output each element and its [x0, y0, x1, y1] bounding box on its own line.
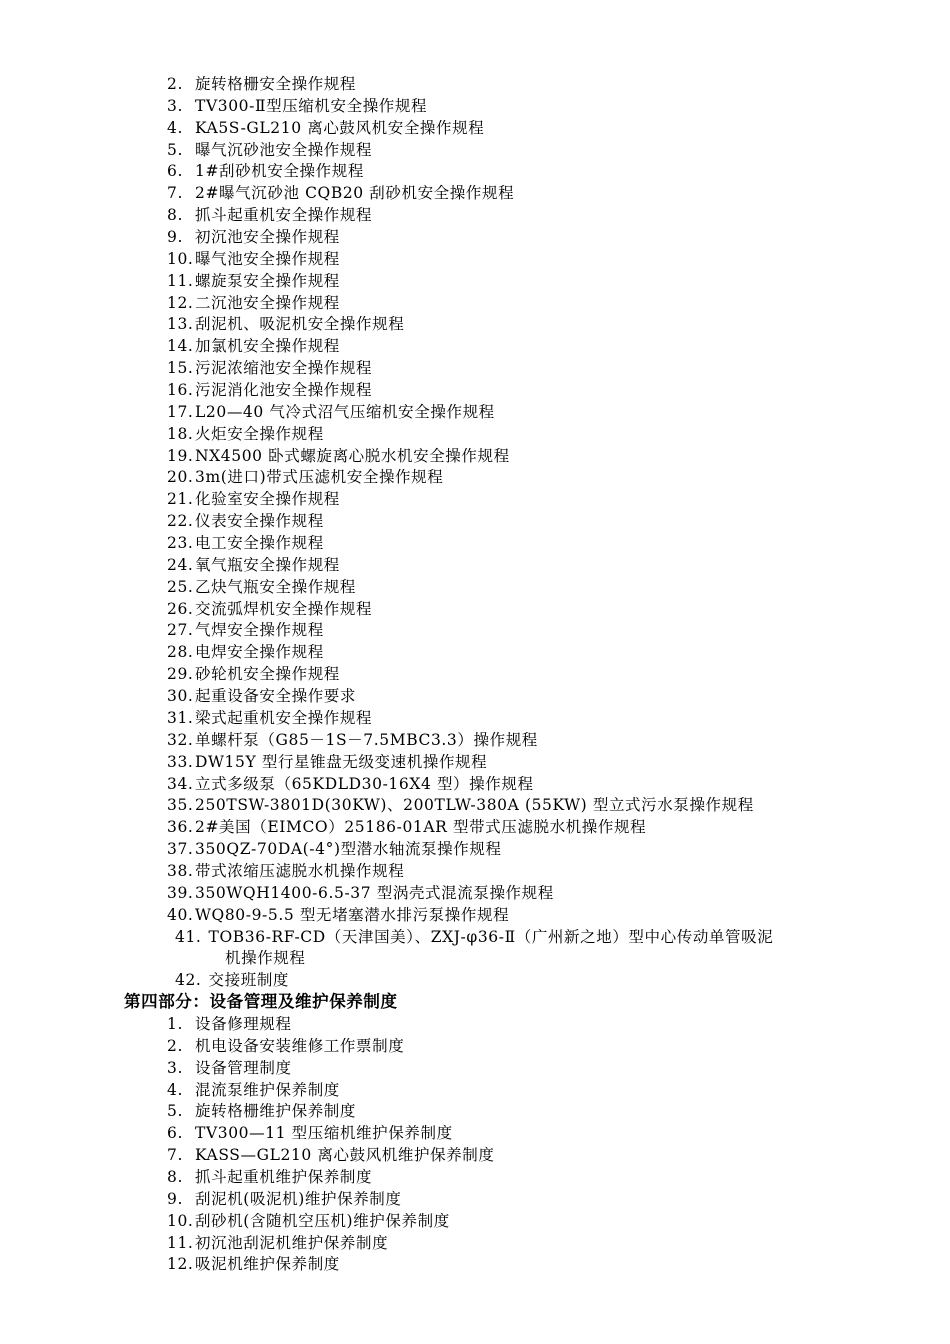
list-item — [167, 336, 887, 358]
list-item-text: WQ80-9-5.5 型无堵塞潜水排污泵操作规程 — [195, 905, 510, 924]
list-item-number: 5. — [167, 1102, 183, 1121]
list-item-text: 2#曝气沉砂池 CQB20 刮砂机安全操作规程 — [195, 184, 515, 203]
list-item-number: 10. — [167, 249, 194, 268]
list-item-number: 10. — [167, 1211, 194, 1230]
procedure-list — [167, 74, 887, 992]
list-item-number: 24. — [167, 555, 194, 574]
list-item — [167, 183, 887, 205]
list-item — [167, 205, 887, 227]
list-item-text: 电焊安全操作规程 — [195, 643, 324, 662]
list-item-number: 7. — [167, 184, 183, 203]
list-item-number: 15. — [167, 359, 194, 378]
list-item — [167, 1145, 495, 1167]
list-item-number: 16. — [167, 381, 194, 400]
list-item-text-continued: 机操作规程 — [225, 949, 306, 968]
list-item-number: 4. — [167, 118, 183, 137]
list-item-number: 34. — [167, 774, 194, 793]
list-item — [167, 620, 887, 642]
list-item-number: 36. — [167, 818, 194, 837]
list-item — [167, 839, 887, 861]
list-item-number: 26. — [167, 599, 194, 618]
list-item-number: 35. — [167, 796, 194, 815]
list-item — [167, 358, 887, 380]
list-item — [167, 686, 887, 708]
list-item-number: 39. — [167, 883, 194, 902]
list-item-number: 40. — [167, 905, 194, 924]
list-item-text: 刮砂机(含随机空压机)维护保养制度 — [195, 1211, 450, 1230]
list-item-number: 30. — [167, 687, 194, 706]
list-item — [167, 730, 887, 752]
list-item-text: 设备修理规程 — [195, 1015, 292, 1033]
list-item-text: 初沉池安全操作规程 — [195, 228, 340, 247]
list-item-text: 刮泥机(吸泥机)维护保养制度 — [195, 1189, 402, 1208]
list-item-number: 9. — [167, 228, 183, 247]
list-item-text: 初沉池刮泥机维护保养制度 — [195, 1233, 389, 1252]
list-item — [167, 708, 887, 730]
list-item — [167, 533, 887, 555]
list-item-text: TV300-Ⅱ型压缩机安全操作规程 — [195, 96, 428, 115]
list-item-text: 仪表安全操作规程 — [195, 512, 324, 531]
list-item-text: L20—40 气冷式沼气压缩机安全操作规程 — [195, 402, 495, 421]
list-item-text: NX4500 卧式螺旋离心脱水机安全操作规程 — [195, 446, 510, 465]
list-item-text: 刮泥机、吸泥机安全操作规程 — [195, 315, 405, 334]
list-item-number: 17. — [167, 402, 194, 421]
list-item — [167, 927, 887, 971]
list-item-text: 氧气瓶安全操作规程 — [195, 555, 340, 574]
list-item — [167, 249, 887, 271]
list-item-number: 23. — [167, 534, 194, 553]
list-item — [167, 1211, 495, 1233]
list-item-number: 8. — [167, 1168, 183, 1187]
list-item — [167, 970, 887, 992]
list-item-number: 14. — [167, 337, 194, 356]
list-item-text: 交接班制度 — [208, 971, 290, 990]
list-item-text: 350WQH1400-6.5-37 型涡壳式混流泵操作规程 — [195, 883, 554, 902]
list-item — [167, 314, 887, 336]
list-item — [167, 140, 887, 162]
list-item-text: 曝气池安全操作规程 — [195, 249, 340, 268]
list-item-number: 11. — [167, 1233, 194, 1252]
list-item-text: KASS—GL210 离心鼓风机维护保养制度 — [195, 1146, 495, 1165]
list-item-text: 2#美国（EIMCO）25186-01AR 型带式压滤脱水机操作规程 — [195, 818, 647, 837]
list-item — [167, 467, 887, 489]
list-item-number: 21. — [167, 490, 194, 509]
list-item-number: 6. — [167, 1124, 183, 1143]
list-item-text: 化验室安全操作规程 — [195, 490, 340, 509]
list-item-text: 砂轮机安全操作规程 — [195, 665, 340, 684]
list-item-number: 22. — [167, 512, 194, 531]
list-item-text: 3m(进口)带式压滤机安全操作规程 — [195, 468, 444, 487]
list-item-text: 旋转格栅维护保养制度 — [195, 1102, 357, 1121]
list-item-text: 加氯机安全操作规程 — [195, 337, 340, 356]
list-item-text: 设备管理制度 — [195, 1058, 292, 1077]
list-item-text: 气焊安全操作规程 — [195, 621, 324, 640]
list-item-number: 32. — [167, 730, 194, 749]
list-item-number: 8. — [167, 206, 183, 225]
list-item-text: 混流泵维护保养制度 — [195, 1080, 340, 1099]
list-item-number: 7. — [167, 1146, 183, 1165]
list-item-number: 3. — [167, 96, 183, 115]
list-item — [167, 380, 887, 402]
list-item — [167, 577, 887, 599]
list-item-number: 12. — [167, 293, 194, 312]
section-heading: 第四部分：设备管理及维护保养制度 — [124, 992, 398, 1011]
list-item-text: 350QZ-70DA(-4°)型潜水轴流泵操作规程 — [195, 840, 502, 859]
list-item-number: 2. — [167, 75, 183, 93]
list-item — [167, 883, 887, 905]
list-item-number: 37. — [167, 840, 194, 859]
list-item-text: 二沉池安全操作规程 — [195, 293, 340, 312]
list-item-number: 33. — [167, 752, 194, 771]
list-item — [167, 664, 887, 686]
list-item — [167, 96, 887, 118]
list-item — [167, 795, 887, 817]
list-item-number: 29. — [167, 665, 194, 684]
list-item-text: 抓斗起重机安全操作规程 — [195, 206, 373, 225]
list-item — [167, 817, 887, 839]
list-item — [167, 599, 887, 621]
list-item-number: 41. — [175, 927, 202, 946]
list-item-text: 吸泥机维护保养制度 — [195, 1255, 340, 1274]
list-item — [167, 1123, 495, 1145]
list-item-number: 18. — [167, 424, 194, 443]
list-item — [167, 1058, 495, 1080]
list-item — [167, 1189, 495, 1211]
list-item-number: 9. — [167, 1189, 183, 1208]
list-item-text: TV300—11 型压缩机维护保养制度 — [195, 1124, 453, 1143]
list-item-text: KA5S-GL210 离心鼓风机安全操作规程 — [195, 118, 485, 137]
list-item-number: 3. — [167, 1058, 183, 1077]
list-item-number: 25. — [167, 577, 194, 596]
list-item — [167, 1167, 495, 1189]
list-item — [167, 402, 887, 424]
list-item-text: 火炬安全操作规程 — [195, 424, 324, 443]
list-item — [167, 555, 887, 577]
list-item-text: 乙炔气瓶安全操作规程 — [195, 577, 357, 596]
list-item — [167, 511, 887, 533]
list-item-number: 31. — [167, 708, 194, 727]
list-item — [167, 118, 887, 140]
list-item — [167, 752, 887, 774]
list-item-text: 梁式起重机安全操作规程 — [195, 708, 373, 727]
list-item-number: 38. — [167, 861, 194, 880]
list-item-text: 污泥浓缩池安全操作规程 — [195, 359, 373, 378]
list-item — [167, 1233, 495, 1255]
list-item — [167, 642, 887, 664]
list-item-number: 1. — [167, 1015, 183, 1033]
list-item — [167, 489, 887, 511]
list-item-text: 单螺杆泵（G85－1S－7.5MBC3.3）操作规程 — [195, 730, 538, 749]
maintenance-list — [167, 1014, 495, 1276]
list-item-text: 立式多级泵（65KDLD30-16X4 型）操作规程 — [195, 774, 534, 793]
list-item-text: 旋转格栅安全操作规程 — [195, 75, 357, 93]
list-item — [167, 271, 887, 293]
list-item-text: 交流弧焊机安全操作规程 — [195, 599, 373, 618]
list-item — [167, 293, 887, 315]
list-item — [167, 1101, 495, 1123]
list-item-text: 污泥消化池安全操作规程 — [195, 381, 373, 400]
list-item-text: 带式浓缩压滤脱水机操作规程 — [195, 861, 405, 880]
list-item — [167, 74, 887, 96]
list-item — [167, 1254, 495, 1276]
list-item-text: 起重设备安全操作要求 — [195, 687, 357, 706]
list-item-text: 1#刮砂机安全操作规程 — [195, 162, 364, 181]
list-item-number: 13. — [167, 315, 194, 334]
list-item-number: 4. — [167, 1080, 183, 1099]
list-item — [167, 905, 887, 927]
list-item-number: 19. — [167, 446, 194, 465]
list-item — [167, 774, 887, 796]
list-item — [167, 424, 887, 446]
list-item-text: 250TSW-3801D(30KW)、200TLW-380A (55KW) 型立式污水泵操作规程 — [195, 796, 754, 815]
list-item — [167, 1014, 495, 1036]
list-item-number: 11. — [167, 271, 194, 290]
list-item — [167, 161, 887, 183]
list-item-text: TOB36-RF-CD（天津国美）、ZXJ-φ36-Ⅱ（广州新之地）型中心传动单管吸泥 — [208, 927, 774, 946]
list-item-number: 12. — [167, 1255, 194, 1274]
list-item-text: 机电设备安装维修工作票制度 — [195, 1036, 405, 1055]
list-item-text: 曝气沉砂池安全操作规程 — [195, 140, 373, 159]
list-item-text: DW15Y 型行星锥盘无级变速机操作规程 — [195, 752, 488, 771]
list-item-number: 6. — [167, 162, 183, 181]
list-item — [167, 861, 887, 883]
list-item-number: 28. — [167, 643, 194, 662]
list-item-text: 抓斗起重机维护保养制度 — [195, 1168, 373, 1187]
list-item — [167, 227, 887, 249]
list-item-number: 27. — [167, 621, 194, 640]
list-item — [167, 1036, 495, 1058]
list-item — [167, 1080, 495, 1102]
list-item-number: 2. — [167, 1036, 183, 1055]
list-item-text: 电工安全操作规程 — [195, 534, 324, 553]
list-item-text: 螺旋泵安全操作规程 — [195, 271, 340, 290]
list-item-number: 20. — [167, 468, 194, 487]
list-item — [167, 446, 887, 468]
list-item-number: 5. — [167, 140, 183, 159]
list-item-number: 42. — [175, 971, 202, 990]
